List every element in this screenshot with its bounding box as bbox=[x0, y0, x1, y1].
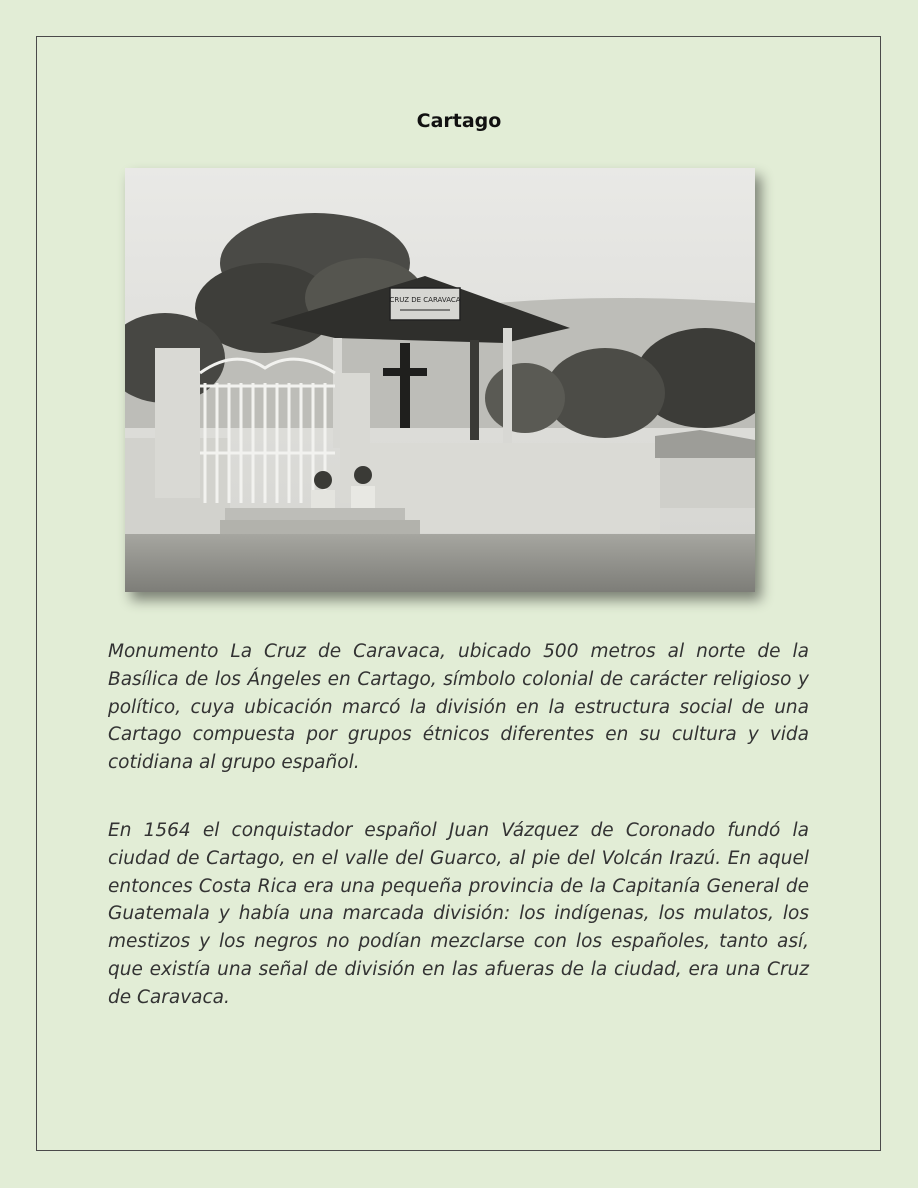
cruz-de-caravaca-photo-illustration bbox=[125, 168, 755, 592]
page-title: Cartago bbox=[416, 110, 502, 132]
step bbox=[220, 520, 420, 534]
ground bbox=[125, 534, 755, 592]
paragraph-history: En 1564 el conquistador español Juan Vázquez de Coronado fundó la ciudad de Cartago, en el valle del Guarco, al pie del Volcán Irazú. En aquel entonces Costa Rica era una pequeña provincia de la Capitanía General de Guatemala y había una marcada división: los indígenas, los mulatos, los mestizos y los negros no podían mezclarse con los españoles, tanto así, que existía una señal de división en las afueras de la ciudad, era una Cruz de Caravaca. bbox=[108, 820, 809, 1008]
historic-photo bbox=[125, 168, 755, 592]
pavilion-sign-text: CRUZ DE CARAVACA bbox=[389, 296, 461, 304]
paragraph-caption: Monumento La Cruz de Caravaca, ubicado 500 metros al norte de la Basílica de los Ángeles en Cartago, símbolo colonial de carácter religioso y político, cuya ubicación marcó la división en la estructura social de una Cartago compuesta por grupos étnicos diferentes en su cultura y vida cotidiana al grupo español. bbox=[108, 641, 809, 774]
step bbox=[225, 508, 405, 520]
